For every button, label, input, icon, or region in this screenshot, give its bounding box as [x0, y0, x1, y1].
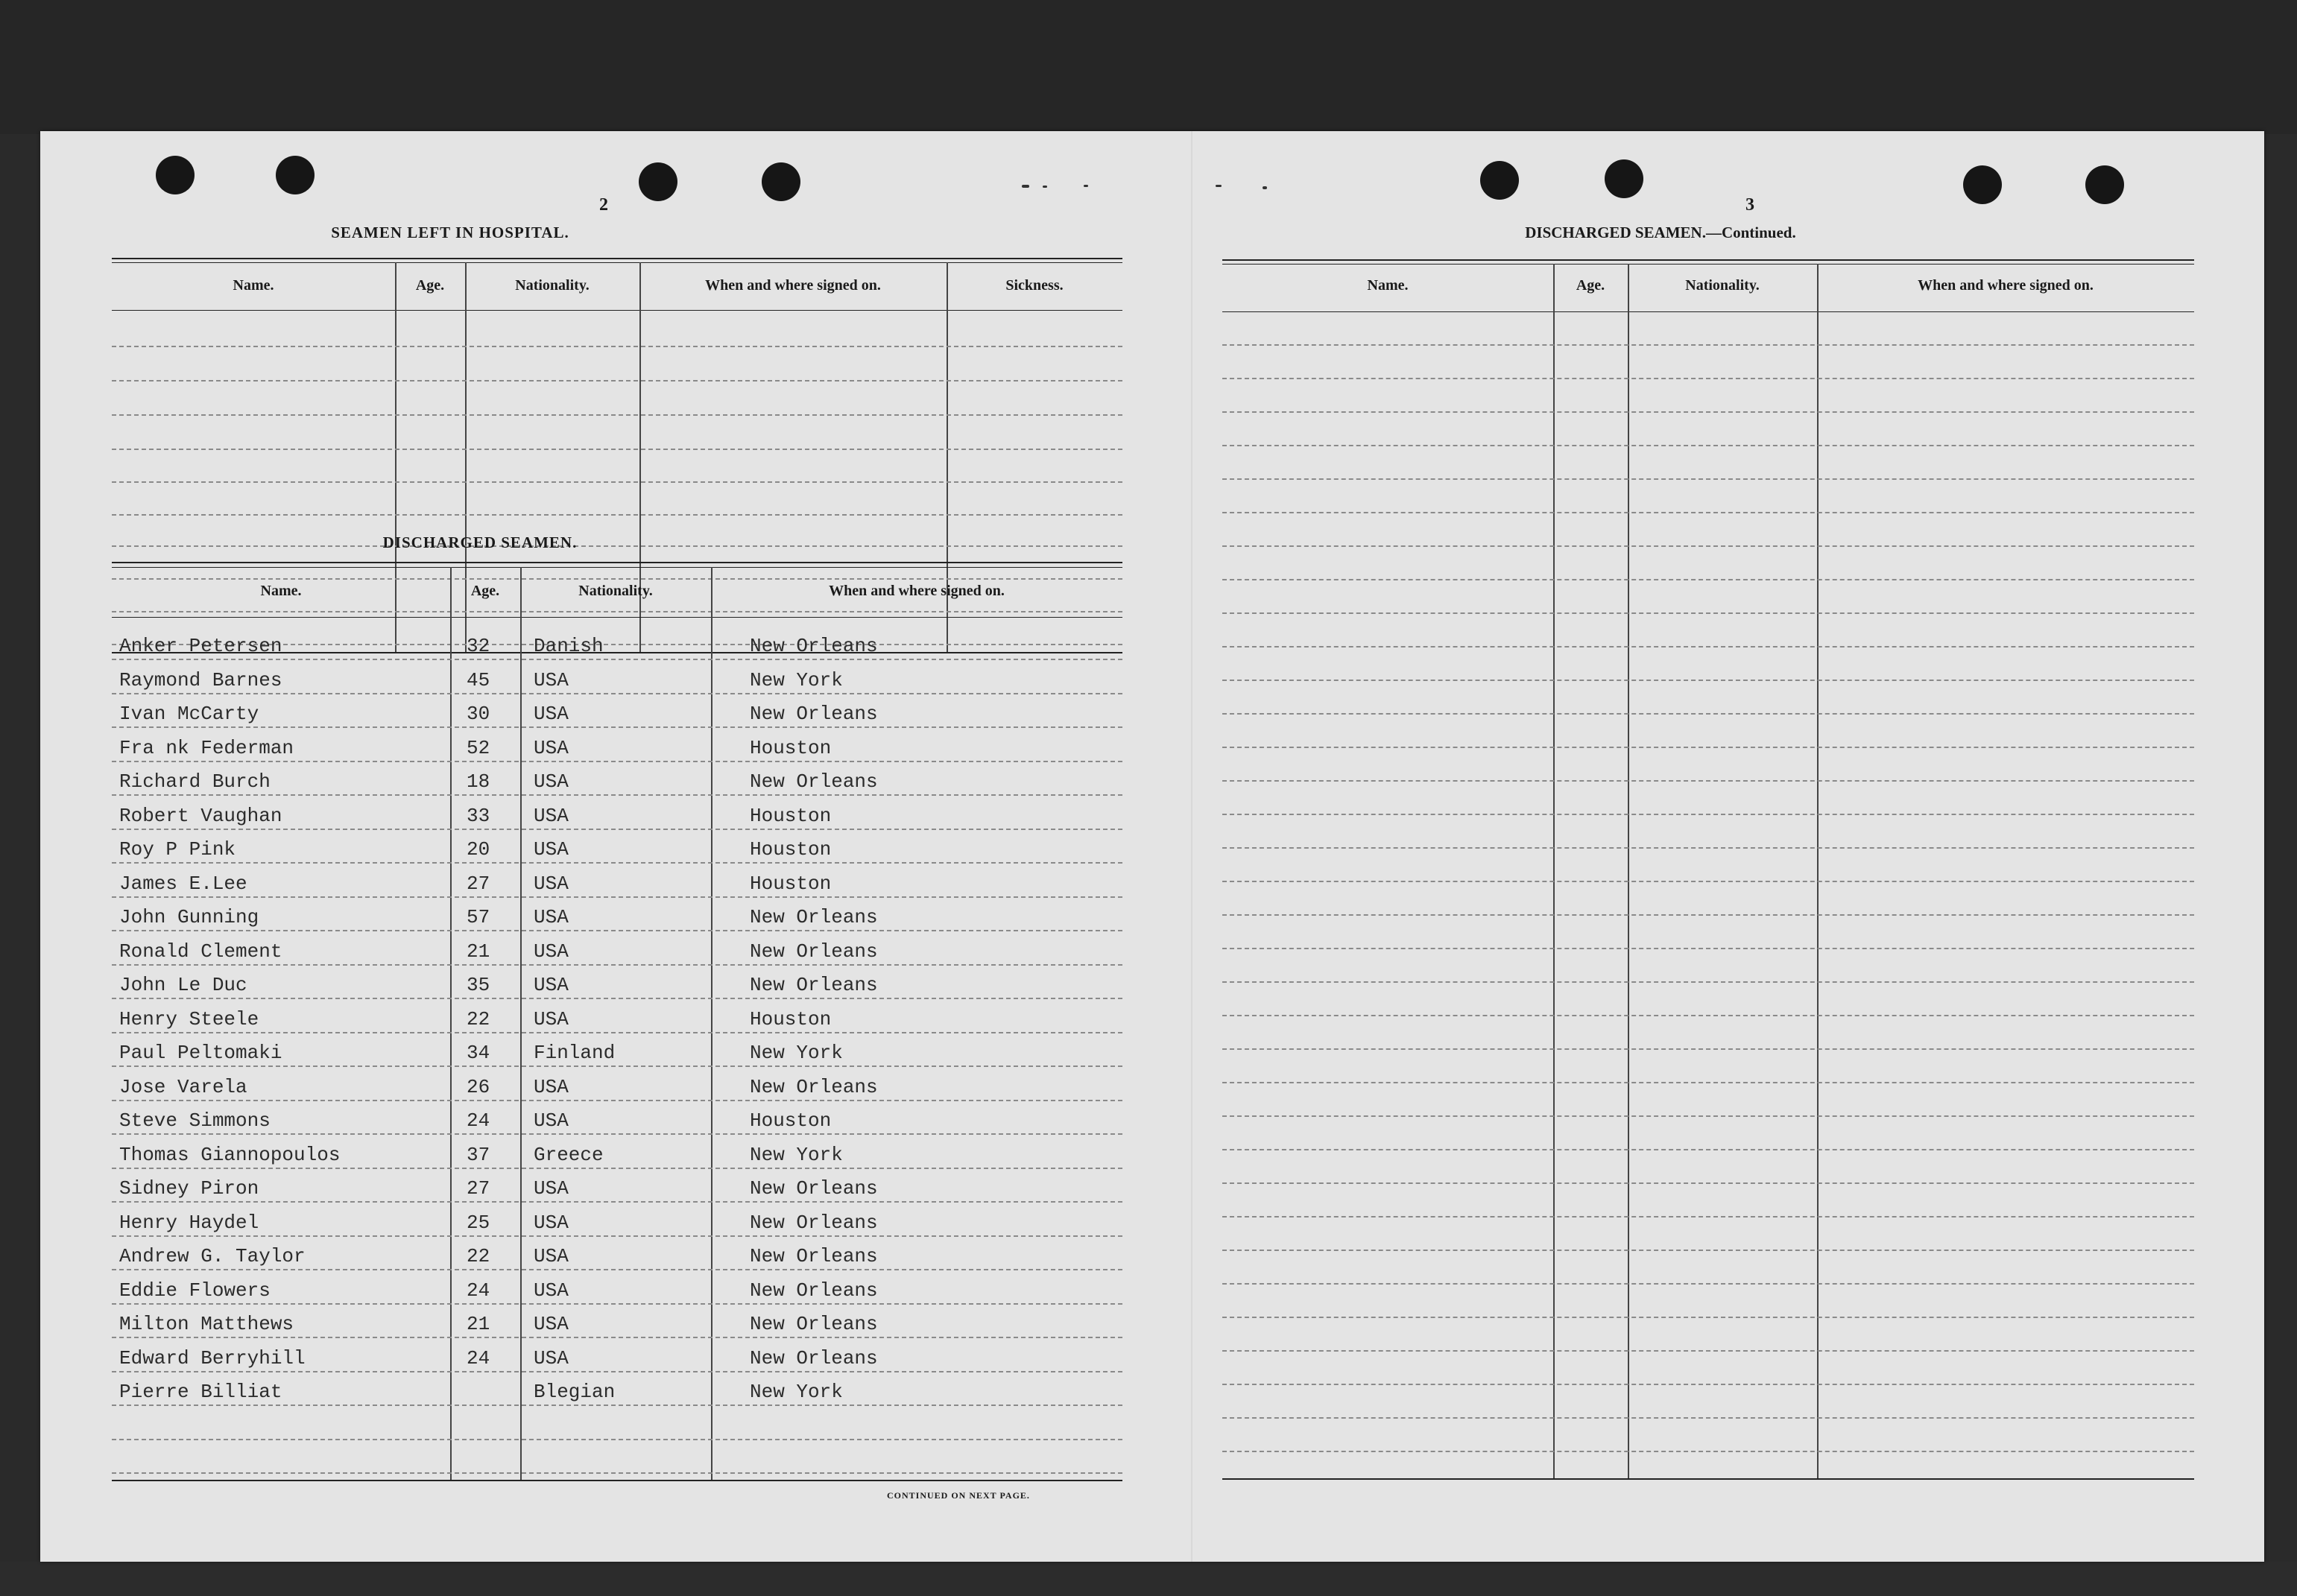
row-line [112, 693, 1122, 694]
rule [112, 562, 1122, 563]
row-line [1222, 1350, 2194, 1352]
hospital-header-age: Age. [415, 277, 445, 294]
seaman-nationality: USA [534, 1279, 569, 1302]
row-line [112, 794, 1122, 796]
seaman-age: 27 [467, 1177, 490, 1200]
seaman-signed-on: New Orleans [750, 770, 878, 793]
seaman-nationality: USA [534, 838, 569, 861]
seaman-age: 52 [467, 737, 490, 759]
row-line [112, 1065, 1122, 1067]
row-line [1222, 814, 2194, 815]
seaman-nationality: USA [534, 1313, 569, 1335]
continued-note: CONTINUED ON NEXT PAGE. [887, 1490, 1030, 1501]
seaman-age: 21 [467, 1313, 490, 1335]
seaman-nationality: Danish [534, 635, 604, 657]
seaman-age: 22 [467, 1008, 490, 1030]
seaman-nationality: USA [534, 873, 569, 895]
seaman-age: 33 [467, 805, 490, 827]
seaman-age: 37 [467, 1144, 490, 1166]
row-line [112, 1100, 1122, 1101]
row-line [112, 578, 1122, 580]
seaman-age: 45 [467, 669, 490, 691]
page-number: 3 [1745, 195, 1754, 215]
row-line [112, 1337, 1122, 1338]
seaman-signed-on: New Orleans [750, 1279, 878, 1302]
rule [112, 567, 1122, 568]
row-line [1222, 1082, 2194, 1083]
seaman-name: Richard Burch [119, 770, 271, 793]
seaman-signed-on: New Orleans [750, 906, 878, 928]
seaman-signed-on: New York [750, 1042, 843, 1064]
discharged-header-nationality: Nationality. [578, 583, 653, 599]
row-line [112, 862, 1122, 864]
seaman-nationality: USA [534, 770, 569, 793]
row-line [112, 1235, 1122, 1237]
seaman-age: 18 [467, 770, 490, 793]
seaman-age: 57 [467, 906, 490, 928]
row-line [1222, 914, 2194, 916]
rule [1222, 264, 2194, 265]
seaman-age: 22 [467, 1245, 490, 1267]
row-line [1222, 1149, 2194, 1150]
row-line [1222, 881, 2194, 882]
seaman-signed-on: New York [750, 1381, 843, 1403]
seaman-nationality: USA [534, 1212, 569, 1234]
hospital-header-name: Name. [233, 277, 274, 294]
discharged-header-name: Name. [260, 583, 302, 599]
discharged-section-title: DISCHARGED SEAMEN. [382, 533, 578, 551]
rule [112, 258, 1122, 259]
rule [1222, 311, 2194, 312]
discharged-header-age: Age. [470, 583, 500, 599]
seaman-name: Fra nk Federman [119, 737, 294, 759]
row-line [1222, 1048, 2194, 1050]
rule [1222, 259, 2194, 261]
rule [112, 1480, 1122, 1481]
row-line [112, 449, 1122, 450]
row-line [112, 346, 1122, 347]
row-line [112, 964, 1122, 966]
seaman-signed-on: New Orleans [750, 1212, 878, 1234]
row-line [112, 380, 1122, 381]
row-line [1222, 512, 2194, 513]
seaman-name: Ivan McCarty [119, 703, 259, 725]
seaman-age: 20 [467, 838, 490, 861]
row-line [1222, 612, 2194, 614]
row-line [1222, 1182, 2194, 1184]
seaman-name: Thomas Giannopoulos [119, 1144, 341, 1166]
page-number: 2 [599, 195, 608, 215]
row-line [112, 998, 1122, 999]
seaman-signed-on: New Orleans [750, 1347, 878, 1369]
seaman-nationality: USA [534, 1076, 569, 1098]
seaman-nationality: USA [534, 974, 569, 996]
row-line [112, 726, 1122, 728]
seaman-name: Andrew G. Taylor [119, 1245, 306, 1267]
seaman-nationality: USA [534, 737, 569, 759]
seaman-name: Jose Varela [119, 1076, 247, 1098]
row-line [112, 1133, 1122, 1135]
scanner-background-top [0, 0, 2297, 134]
seaman-name: Eddie Flowers [119, 1279, 271, 1302]
row-line [1222, 713, 2194, 715]
rule [112, 262, 1122, 263]
seaman-nationality: USA [534, 1245, 569, 1267]
row-line [1222, 445, 2194, 446]
discharged-header-signed-on: When and where signed on. [829, 583, 1005, 599]
row-line [1222, 747, 2194, 748]
row-line [1222, 1216, 2194, 1217]
seaman-age: 24 [467, 1279, 490, 1302]
seaman-signed-on: Houston [750, 1008, 832, 1030]
right-section-title: DISCHARGED SEAMEN.—Continued. [1525, 224, 1796, 241]
right-header-age: Age. [1576, 277, 1605, 294]
hospital-header-signed-on: When and where signed on. [705, 277, 881, 294]
seaman-nationality: USA [534, 1177, 569, 1200]
seaman-name: Roy P Pink [119, 838, 236, 861]
seaman-nationality: USA [534, 1109, 569, 1132]
seaman-signed-on: Houston [750, 873, 832, 895]
row-line [1222, 378, 2194, 379]
seaman-name: Pierre Billiat [119, 1381, 282, 1403]
right-header-nationality: Nationality. [1685, 277, 1760, 294]
seaman-name: Raymond Barnes [119, 669, 282, 691]
seaman-signed-on: New Orleans [750, 703, 878, 725]
row-line [112, 659, 1122, 660]
seaman-nationality: USA [534, 703, 569, 725]
row-line [1222, 847, 2194, 849]
row-line [1222, 680, 2194, 681]
right-header-signed-on: When and where signed on. [1918, 277, 2094, 294]
seaman-signed-on: Houston [750, 1109, 832, 1132]
row-line [1222, 1384, 2194, 1385]
row-line [112, 1201, 1122, 1203]
seaman-signed-on: Houston [750, 838, 832, 861]
seaman-age: 30 [467, 703, 490, 725]
seaman-nationality: Greece [534, 1144, 604, 1166]
row-line [1222, 478, 2194, 480]
hospital-section-title: SEAMEN LEFT IN HOSPITAL. [331, 224, 569, 241]
seaman-age: 26 [467, 1076, 490, 1098]
scanner-background-bottom [0, 1562, 2297, 1596]
seaman-name: James E.Lee [119, 873, 247, 895]
seaman-nationality: Blegian [534, 1381, 616, 1403]
seaman-age: 27 [467, 873, 490, 895]
seaman-name: Steve Simmons [119, 1109, 271, 1132]
row-line [1222, 1115, 2194, 1117]
seaman-name: Paul Peltomaki [119, 1042, 282, 1064]
seaman-name: Sidney Piron [119, 1177, 259, 1200]
row-line [112, 896, 1122, 898]
hospital-header-nationality: Nationality. [515, 277, 590, 294]
right-header-name: Name. [1367, 277, 1409, 294]
row-line [1222, 1250, 2194, 1251]
seaman-nationality: USA [534, 906, 569, 928]
row-line [1222, 646, 2194, 647]
row-line [1222, 780, 2194, 782]
row-line [112, 1032, 1122, 1033]
row-line [112, 1303, 1122, 1305]
rule [112, 310, 1122, 311]
row-line [112, 1405, 1122, 1406]
document-sheet [40, 131, 2264, 1562]
row-line [1222, 545, 2194, 547]
seaman-name: Milton Matthews [119, 1313, 294, 1335]
row-line [1222, 411, 2194, 413]
row-line [112, 761, 1122, 762]
seaman-name: John Le Duc [119, 974, 247, 996]
seaman-nationality: USA [534, 1008, 569, 1030]
seaman-signed-on: New Orleans [750, 1177, 878, 1200]
seaman-name: Robert Vaughan [119, 805, 282, 827]
seaman-nationality: USA [534, 669, 569, 691]
seaman-age: 21 [467, 940, 490, 963]
seaman-nationality: USA [534, 940, 569, 963]
row-line [112, 1439, 1122, 1440]
seaman-name: John Gunning [119, 906, 259, 928]
row-line [112, 829, 1122, 830]
seaman-signed-on: New Orleans [750, 1245, 878, 1267]
seaman-age: 25 [467, 1212, 490, 1234]
row-line [112, 514, 1122, 516]
row-line [112, 414, 1122, 416]
seaman-age: 35 [467, 974, 490, 996]
row-line [1222, 1283, 2194, 1285]
row-line [1222, 1451, 2194, 1452]
column-divider [450, 567, 452, 1480]
column-divider [711, 567, 713, 1480]
row-line [112, 1269, 1122, 1270]
rule [1222, 1478, 2194, 1480]
seaman-name: Edward Berryhill [119, 1347, 306, 1369]
row-line [1222, 948, 2194, 949]
row-line [112, 1472, 1122, 1474]
seaman-name: Anker Petersen [119, 635, 282, 657]
seaman-signed-on: New Orleans [750, 635, 878, 657]
rule [112, 617, 1122, 618]
seaman-signed-on: New Orleans [750, 940, 878, 963]
seaman-age: 24 [467, 1109, 490, 1132]
row-line [1222, 981, 2194, 983]
row-line [1222, 579, 2194, 580]
seaman-age: 32 [467, 635, 490, 657]
seaman-age: 34 [467, 1042, 490, 1064]
left-page [40, 131, 1191, 1562]
row-line [112, 481, 1122, 483]
seaman-signed-on: New Orleans [750, 974, 878, 996]
seaman-signed-on: Houston [750, 805, 832, 827]
row-line [112, 930, 1122, 931]
seaman-signed-on: New York [750, 669, 843, 691]
row-line [1222, 1417, 2194, 1419]
seaman-name: Ronald Clement [119, 940, 282, 963]
seaman-name: Henry Steele [119, 1008, 259, 1030]
row-line [112, 1168, 1122, 1169]
row-line [1222, 1317, 2194, 1318]
column-divider [520, 567, 522, 1480]
seaman-name: Henry Haydel [119, 1212, 259, 1234]
seaman-nationality: Finland [534, 1042, 616, 1064]
row-line [1222, 344, 2194, 346]
seaman-signed-on: New York [750, 1144, 843, 1166]
hospital-header-sickness: Sickness. [1005, 277, 1064, 294]
seaman-age: 24 [467, 1347, 490, 1369]
row-line [112, 611, 1122, 612]
row-line [112, 1371, 1122, 1372]
seaman-signed-on: New Orleans [750, 1313, 878, 1335]
seaman-nationality: USA [534, 1347, 569, 1369]
seaman-signed-on: Houston [750, 737, 832, 759]
seaman-signed-on: New Orleans [750, 1076, 878, 1098]
seaman-nationality: USA [534, 805, 569, 827]
row-line [1222, 1015, 2194, 1016]
right-page [1191, 131, 2264, 1562]
